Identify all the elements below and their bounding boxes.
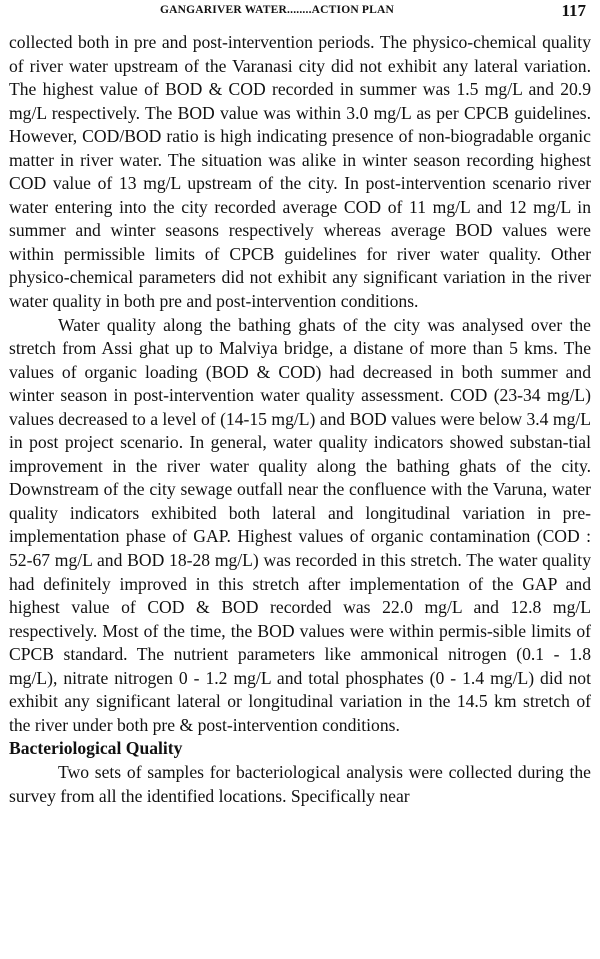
page-number: 117 <box>561 1 586 20</box>
section-heading: Bacteriological Quality <box>9 738 183 759</box>
paragraph-bacteriological: Two sets of samples for bacteriological analysis were collected during the survey from all the identified locations. Specifically near <box>9 761 591 806</box>
running-head: GANGARIVER WATER........ACTION PLAN <box>160 4 395 16</box>
paragraph-continuation: collected both in pre and post-intervention periods. The physico-chemical quality of river water upstream of the Varanasi city did not exhibit any lateral variation. The highest value of BOD & COD recorded in summer was 1.5 mg/L and 20.9 mg/L respectively. The BOD value was within 3.0 mg/L as per CPCB guidelines. However, COD/BOD ratio is high indicating presence of non-biogradable organic matter in river water. The situation was alike in winter season recording highest COD value of 13 mg/L upstream of the city. In post-intervention scenario river water entering into the city recorded average COD of 11 mg/L and 12 mg/L in summer and winter seasons respectively whereas average BOD values were within permissible limits of CPCB guidelines for river water quality. Other physico-chemical parameters did not exhibit any significant variation in the river water quality in both pre and post-intervention conditions. <box>9 32 591 312</box>
page-header <box>0 2 600 24</box>
paragraph-bathing-ghats: Water quality along the bathing ghats of the city was analysed over the stretch from Assi ghat up to Malviya bridge, a distane of more than 5 kms. The values of organic loading (BOD & COD) had decreased in both summer and winter season in post-intervention water quality assessment. COD (23-34 mg/L) values decreased to a level of (14-15 mg/L) and BOD values were below 3.4 mg/L in post project scenario. In general, water quality indicators showed substan-tial improvement in the river water quality along the bathing ghats of the city. Downstream of the city sewage outfall near the confluence with the Varuna, water quality indicators exhibited both lateral and longitudinal variation in pre-implementation phase of GAP. Highest values of organic contamination (COD : 52-67 mg/L and BOD 18-28 mg/L) was recorded in this stretch. The water quality had definitely improved in this stretch after implementation of the GAP and highest value of COD & BOD recorded was 22.0 mg/L and 12.8 mg/L respectively. Most of the time, the BOD values were within permis-sible limits of CPCB standard. The nutrient parameters like ammonical nitrogen (0.1 - 1.8 mg/L), nitrate nitrogen 0 - 1.2 mg/L and total phosphates (0 - 1.4 mg/L) did not exhibit any significant lateral or longitudinal variation in the 14.5 km stretch of the river under both pre & post-intervention conditions. <box>9 314 591 735</box>
body-text <box>9 31 591 808</box>
